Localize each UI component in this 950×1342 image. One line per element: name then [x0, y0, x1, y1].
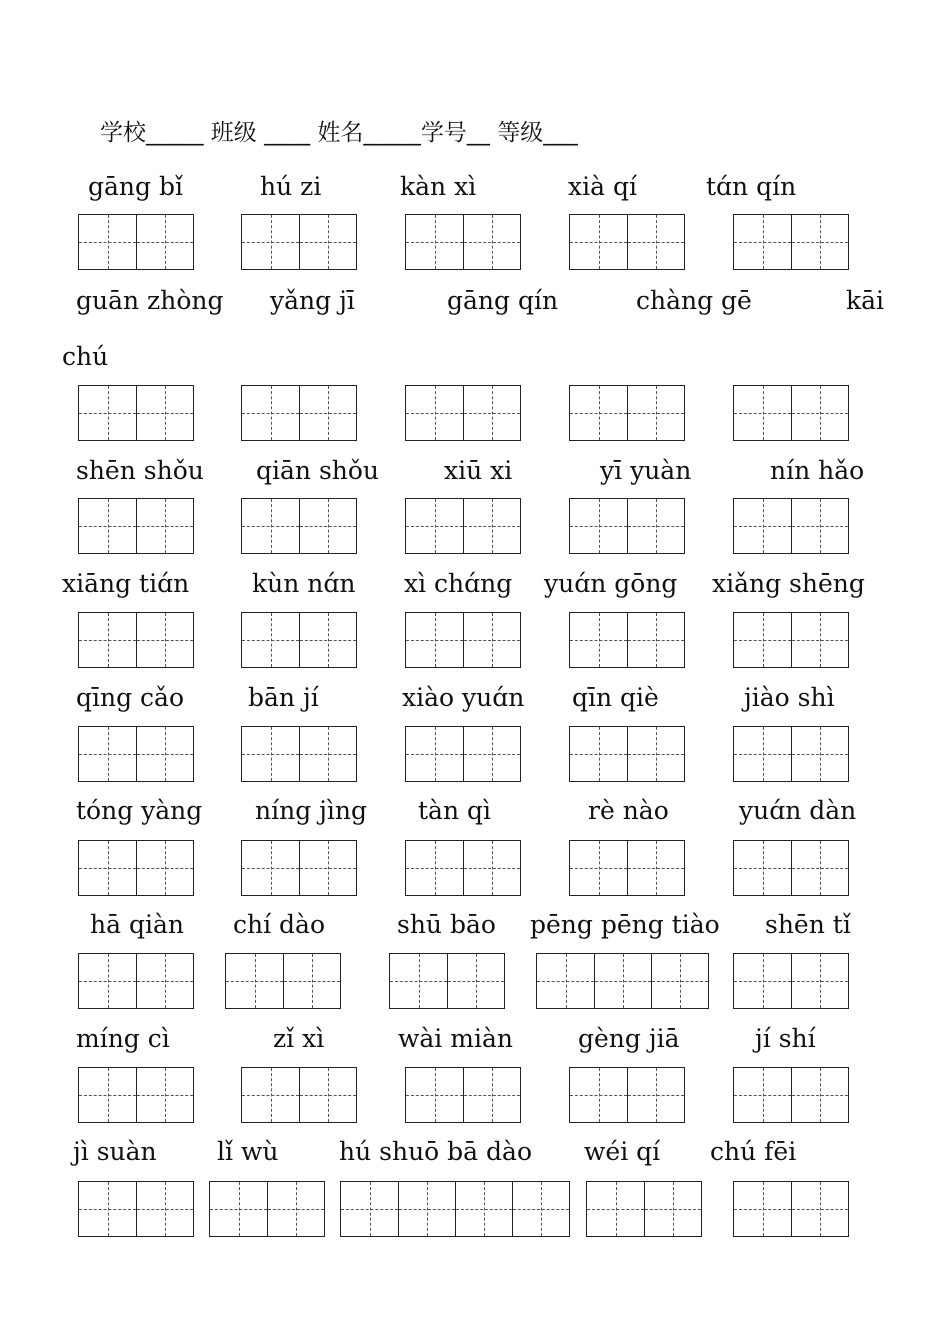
tian-grid-cell[interactable]	[406, 499, 463, 553]
tian-grid-cell[interactable]	[242, 499, 299, 553]
tian-grid-cell[interactable]	[406, 727, 463, 781]
tian-grid-cell[interactable]	[299, 727, 356, 781]
writing-box-group[interactable]	[209, 1181, 325, 1237]
tian-grid-cell[interactable]	[570, 841, 627, 895]
tian-grid-cell[interactable]	[734, 613, 791, 667]
tian-grid-cell[interactable]	[734, 727, 791, 781]
writing-box-group[interactable]	[78, 612, 194, 668]
tian-grid-cell[interactable]	[791, 727, 848, 781]
tian-grid-cell[interactable]	[570, 1068, 627, 1122]
tian-grid-cell[interactable]	[79, 386, 136, 440]
writing-box-group[interactable]	[569, 498, 685, 554]
writing-box-group[interactable]	[241, 726, 357, 782]
pinyin-continuation: chú	[62, 342, 109, 371]
pinyin-word: tɑ́n qín	[706, 172, 797, 201]
tian-grid-cell[interactable]	[79, 841, 136, 895]
tian-grid-cell[interactable]	[79, 499, 136, 553]
writing-box-group[interactable]	[340, 1181, 570, 1237]
tian-grid-cell[interactable]	[299, 841, 356, 895]
tian-grid-cell[interactable]	[791, 1182, 848, 1236]
tian-grid-cell[interactable]	[299, 386, 356, 440]
tian-grid-cell[interactable]	[734, 1182, 791, 1236]
pinyin-word: jí shí	[755, 1024, 816, 1053]
pinyin-word: shēn tǐ	[765, 910, 851, 939]
tian-grid-cell[interactable]	[570, 215, 627, 269]
pinyin-word: chàng gē	[636, 286, 752, 315]
tian-grid-cell[interactable]	[463, 727, 520, 781]
writing-box-group[interactable]	[569, 385, 685, 441]
tian-grid-cell[interactable]	[136, 386, 193, 440]
pinyin-word: jì suàn	[73, 1137, 157, 1166]
tian-grid-cell[interactable]	[242, 613, 299, 667]
tian-grid-cell[interactable]	[79, 215, 136, 269]
tian-grid-cell[interactable]	[734, 954, 791, 1008]
tian-grid-cell[interactable]	[463, 499, 520, 553]
tian-grid-cell[interactable]	[627, 841, 684, 895]
writing-box-group[interactable]	[241, 840, 357, 896]
tian-grid-cell[interactable]	[570, 727, 627, 781]
writing-box-group[interactable]	[405, 612, 521, 668]
tian-grid-cell[interactable]	[136, 727, 193, 781]
pinyin-word: shēn shǒu	[76, 456, 204, 485]
writing-box-group[interactable]	[733, 726, 849, 782]
writing-box-group[interactable]	[733, 953, 849, 1009]
tian-grid-cell[interactable]	[791, 841, 848, 895]
tian-grid-cell[interactable]	[791, 215, 848, 269]
pinyin-word: xiào yuɑ́n	[402, 683, 525, 712]
tian-grid-cell[interactable]	[791, 1068, 848, 1122]
writing-box-group[interactable]	[78, 840, 194, 896]
tian-grid-cell[interactable]	[651, 954, 708, 1008]
writing-box-group[interactable]	[733, 385, 849, 441]
tian-grid-cell[interactable]	[791, 386, 848, 440]
writing-box-group[interactable]	[569, 612, 685, 668]
pinyin-word: gāng bǐ	[88, 172, 183, 201]
tian-grid-cell[interactable]	[299, 215, 356, 269]
tian-grid-cell[interactable]	[570, 613, 627, 667]
pinyin-word: níng jìng	[255, 796, 367, 825]
pinyin-word: guān zhòng	[76, 286, 224, 315]
tian-grid-cell[interactable]	[299, 499, 356, 553]
tian-grid-cell[interactable]	[299, 1068, 356, 1122]
pinyin-word: jiào shì	[744, 683, 835, 712]
pinyin-word: gèng jiā	[578, 1024, 680, 1053]
writing-box-group[interactable]	[569, 214, 685, 270]
tian-grid-cell[interactable]	[627, 613, 684, 667]
pinyin-word: xià qí	[568, 172, 637, 201]
writing-box-group[interactable]	[733, 498, 849, 554]
tian-grid-cell[interactable]	[644, 1182, 701, 1236]
tian-grid-cell[interactable]	[463, 841, 520, 895]
writing-box-group[interactable]	[733, 612, 849, 668]
tian-grid-cell[interactable]	[136, 1182, 193, 1236]
pinyin-word: wéi qí	[584, 1137, 661, 1166]
pinyin-word: kāi	[846, 286, 885, 315]
tian-grid-cell[interactable]	[594, 954, 651, 1008]
tian-grid-cell[interactable]	[570, 499, 627, 553]
tian-grid-cell[interactable]	[627, 727, 684, 781]
tian-grid-cell[interactable]	[136, 1068, 193, 1122]
tian-grid-cell[interactable]	[210, 1182, 267, 1236]
writing-box-group[interactable]	[569, 1067, 685, 1123]
pinyin-word: bān jí	[248, 683, 319, 712]
tian-grid-cell[interactable]	[390, 954, 447, 1008]
writing-box-group[interactable]	[569, 726, 685, 782]
tian-grid-cell[interactable]	[136, 215, 193, 269]
writing-box-group[interactable]	[405, 214, 521, 270]
tian-grid-cell[interactable]	[406, 215, 463, 269]
pinyin-word: qīng cǎo	[76, 683, 185, 712]
pinyin-word: hú shuō bā dào	[339, 1137, 532, 1166]
tian-grid-cell[interactable]	[136, 499, 193, 553]
tian-grid-cell[interactable]	[406, 386, 463, 440]
tian-grid-cell[interactable]	[791, 613, 848, 667]
tian-grid-cell[interactable]	[512, 1182, 569, 1236]
tian-grid-cell[interactable]	[283, 954, 340, 1008]
tian-grid-cell[interactable]	[341, 1182, 398, 1236]
tian-grid-cell[interactable]	[447, 954, 504, 1008]
writing-box-group[interactable]	[78, 726, 194, 782]
tian-grid-cell[interactable]	[242, 1068, 299, 1122]
writing-box-group[interactable]	[405, 1067, 521, 1123]
writing-box-group[interactable]	[405, 385, 521, 441]
tian-grid-cell[interactable]	[226, 954, 283, 1008]
tian-grid-cell[interactable]	[406, 1068, 463, 1122]
pinyin-word: qīn qiè	[572, 683, 659, 712]
tian-grid-cell[interactable]	[627, 215, 684, 269]
tian-grid-cell[interactable]	[734, 386, 791, 440]
tian-grid-cell[interactable]	[136, 954, 193, 1008]
tian-grid-cell[interactable]	[463, 1068, 520, 1122]
tian-grid-cell[interactable]	[406, 613, 463, 667]
tian-grid-cell[interactable]	[734, 499, 791, 553]
pinyin-word: xì chɑ́ng	[404, 569, 513, 598]
writing-box-group[interactable]	[78, 498, 194, 554]
tian-grid-cell[interactable]	[242, 727, 299, 781]
tian-grid-cell[interactable]	[79, 613, 136, 667]
pinyin-word: pēng pēng tiào	[530, 910, 720, 939]
pinyin-word: xiǎng shēng	[712, 569, 865, 598]
pinyin-word: tóng yàng	[76, 796, 203, 825]
pinyin-word: kùn nɑ́n	[252, 569, 356, 598]
pinyin-word: lǐ wù	[217, 1137, 279, 1166]
pinyin-word: chí dào	[233, 910, 326, 939]
tian-grid-cell[interactable]	[463, 386, 520, 440]
writing-box-group[interactable]	[241, 214, 357, 270]
tian-grid-cell[interactable]	[463, 613, 520, 667]
tian-grid-cell[interactable]	[791, 954, 848, 1008]
writing-box-group[interactable]	[78, 1181, 194, 1237]
writing-box-group[interactable]	[389, 953, 505, 1009]
writing-box-group[interactable]	[536, 953, 709, 1009]
pinyin-word: gāng qín	[447, 286, 559, 315]
writing-box-group[interactable]	[241, 498, 357, 554]
writing-box-group[interactable]	[78, 385, 194, 441]
tian-grid-cell[interactable]	[627, 499, 684, 553]
pinyin-word: zǐ xì	[273, 1024, 325, 1053]
writing-box-group[interactable]	[241, 385, 357, 441]
pinyin-word: shū bāo	[397, 910, 496, 939]
pinyin-word: hú zi	[260, 172, 322, 201]
tian-grid-cell[interactable]	[734, 841, 791, 895]
pinyin-word: nín hǎo	[770, 456, 865, 485]
writing-box-group[interactable]	[405, 498, 521, 554]
pinyin-word: qiān shǒu	[256, 456, 380, 485]
pinyin-word: tàn qì	[418, 796, 491, 825]
pinyin-word: míng cì	[76, 1024, 170, 1053]
tian-grid-cell[interactable]	[79, 727, 136, 781]
writing-box-group[interactable]	[586, 1181, 702, 1237]
writing-box-group[interactable]	[78, 953, 194, 1009]
pinyin-word: rè nào	[588, 796, 669, 825]
tian-grid-cell[interactable]	[79, 1182, 136, 1236]
tian-grid-cell[interactable]	[587, 1182, 644, 1236]
writing-box-group[interactable]	[405, 726, 521, 782]
writing-box-group[interactable]	[569, 840, 685, 896]
writing-box-group[interactable]	[78, 1067, 194, 1123]
tian-grid-cell[interactable]	[455, 1182, 512, 1236]
pinyin-word: yuɑ́n dàn	[739, 796, 857, 825]
pinyin-word: xiū xi	[444, 456, 513, 485]
tian-grid-cell[interactable]	[299, 613, 356, 667]
tian-grid-cell[interactable]	[398, 1182, 455, 1236]
writing-box-group[interactable]	[733, 840, 849, 896]
pinyin-word: xiāng tiɑ́n	[62, 569, 190, 598]
header-fields: 学校_____ 班级 ____ 姓名_____学号__ 等级___	[100, 120, 578, 146]
pinyin-word: hā qiàn	[90, 910, 184, 939]
tian-grid-cell[interactable]	[734, 1068, 791, 1122]
tian-grid-cell[interactable]	[537, 954, 594, 1008]
tian-grid-cell[interactable]	[791, 499, 848, 553]
tian-grid-cell[interactable]	[136, 841, 193, 895]
writing-box-group[interactable]	[733, 1067, 849, 1123]
writing-box-group[interactable]	[225, 953, 341, 1009]
pinyin-word: wài miàn	[398, 1024, 513, 1053]
writing-box-group[interactable]	[241, 1067, 357, 1123]
tian-grid-cell[interactable]	[136, 613, 193, 667]
tian-grid-cell[interactable]	[242, 215, 299, 269]
writing-box-group[interactable]	[78, 214, 194, 270]
tian-grid-cell[interactable]	[242, 841, 299, 895]
pinyin-word: yǎng jī	[270, 286, 355, 315]
writing-box-group[interactable]	[241, 612, 357, 668]
pinyin-word: chú fēi	[710, 1137, 797, 1166]
writing-box-group[interactable]	[405, 840, 521, 896]
pinyin-word: yī yuàn	[600, 456, 692, 485]
tian-grid-cell[interactable]	[406, 841, 463, 895]
tian-grid-cell[interactable]	[79, 954, 136, 1008]
tian-grid-cell[interactable]	[79, 1068, 136, 1122]
tian-grid-cell[interactable]	[627, 386, 684, 440]
writing-box-group[interactable]	[733, 1181, 849, 1237]
tian-grid-cell[interactable]	[734, 215, 791, 269]
tian-grid-cell[interactable]	[627, 1068, 684, 1122]
writing-box-group[interactable]	[733, 214, 849, 270]
pinyin-word: yuɑ́n gōng	[544, 569, 678, 598]
tian-grid-cell[interactable]	[267, 1182, 324, 1236]
tian-grid-cell[interactable]	[242, 386, 299, 440]
tian-grid-cell[interactable]	[463, 215, 520, 269]
tian-grid-cell[interactable]	[570, 386, 627, 440]
pinyin-word: kàn xì	[400, 172, 477, 201]
